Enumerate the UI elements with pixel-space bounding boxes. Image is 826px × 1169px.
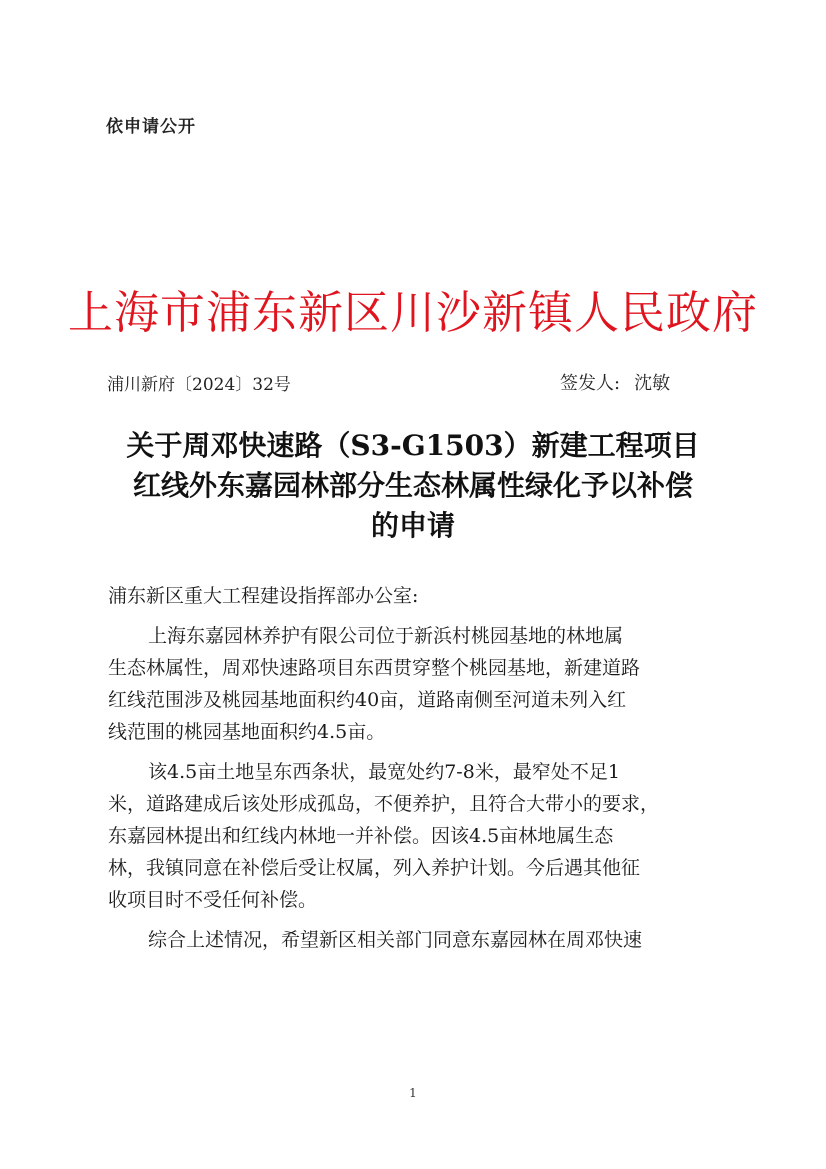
letter-body [108,580,720,964]
signer-block [560,369,670,395]
addressee: 浦东新区重大工程建设指挥部办公室: [108,585,419,607]
body-paragraph [108,620,720,748]
paragraph-line: 米，道路建成后该处形成孤岛，不便养护，且符合大带小的要求， [108,793,660,815]
signer-label: 签发人: [560,373,621,394]
body-paragraph [108,924,720,956]
document-subject [90,426,736,546]
body-paragraph [108,756,720,916]
subject-line: 的申请 [370,509,455,542]
paragraph-line: 红线范围涉及桃园基地面积约40亩，道路南侧至河道未列入红 [108,689,627,711]
paragraph-line: 生态林属性，周邓快速路项目东西贯穿整个桃园基地，新建道路 [108,657,641,679]
signer-name: 沈敏 [634,373,671,394]
paragraph-line: 东嘉园林提出和红线内林地一并补偿。因该4.5亩林地属生态 [108,825,614,847]
paragraph-line: 综合上述情况，希望新区相关部门同意东嘉园林在周邓快速 [148,929,643,951]
paragraph-line: 收项目时不受任何补偿。 [108,889,318,911]
government-title: 上海市浦东新区川沙新镇人民政府 [67,286,758,339]
paragraph-line: 上海东嘉园林养护有限公司位于新浜村桃园基地的林地属 [148,625,624,647]
paragraph-line: 该4.5亩土地呈东西条状，最宽处约7-8米，最窄处不足1 [148,761,620,783]
subject-line: 红线外东嘉园林部分生态林属性绿化予以补偿 [132,469,693,502]
paragraph-line: 线范围的桃园基地面积约4.5亩。 [108,721,386,743]
document-number: 浦川新府〔2024〕32号 [107,375,291,395]
subject-line: 关于周邓快速路（S3-G1503）新建工程项目 [126,429,700,462]
paragraph-line: 林，我镇同意在补偿后受让权属，列入养护计划。今后遇其他征 [108,857,641,879]
page-number: 1 [409,1086,417,1100]
disclosure-label: 依申请公开 [106,117,196,137]
